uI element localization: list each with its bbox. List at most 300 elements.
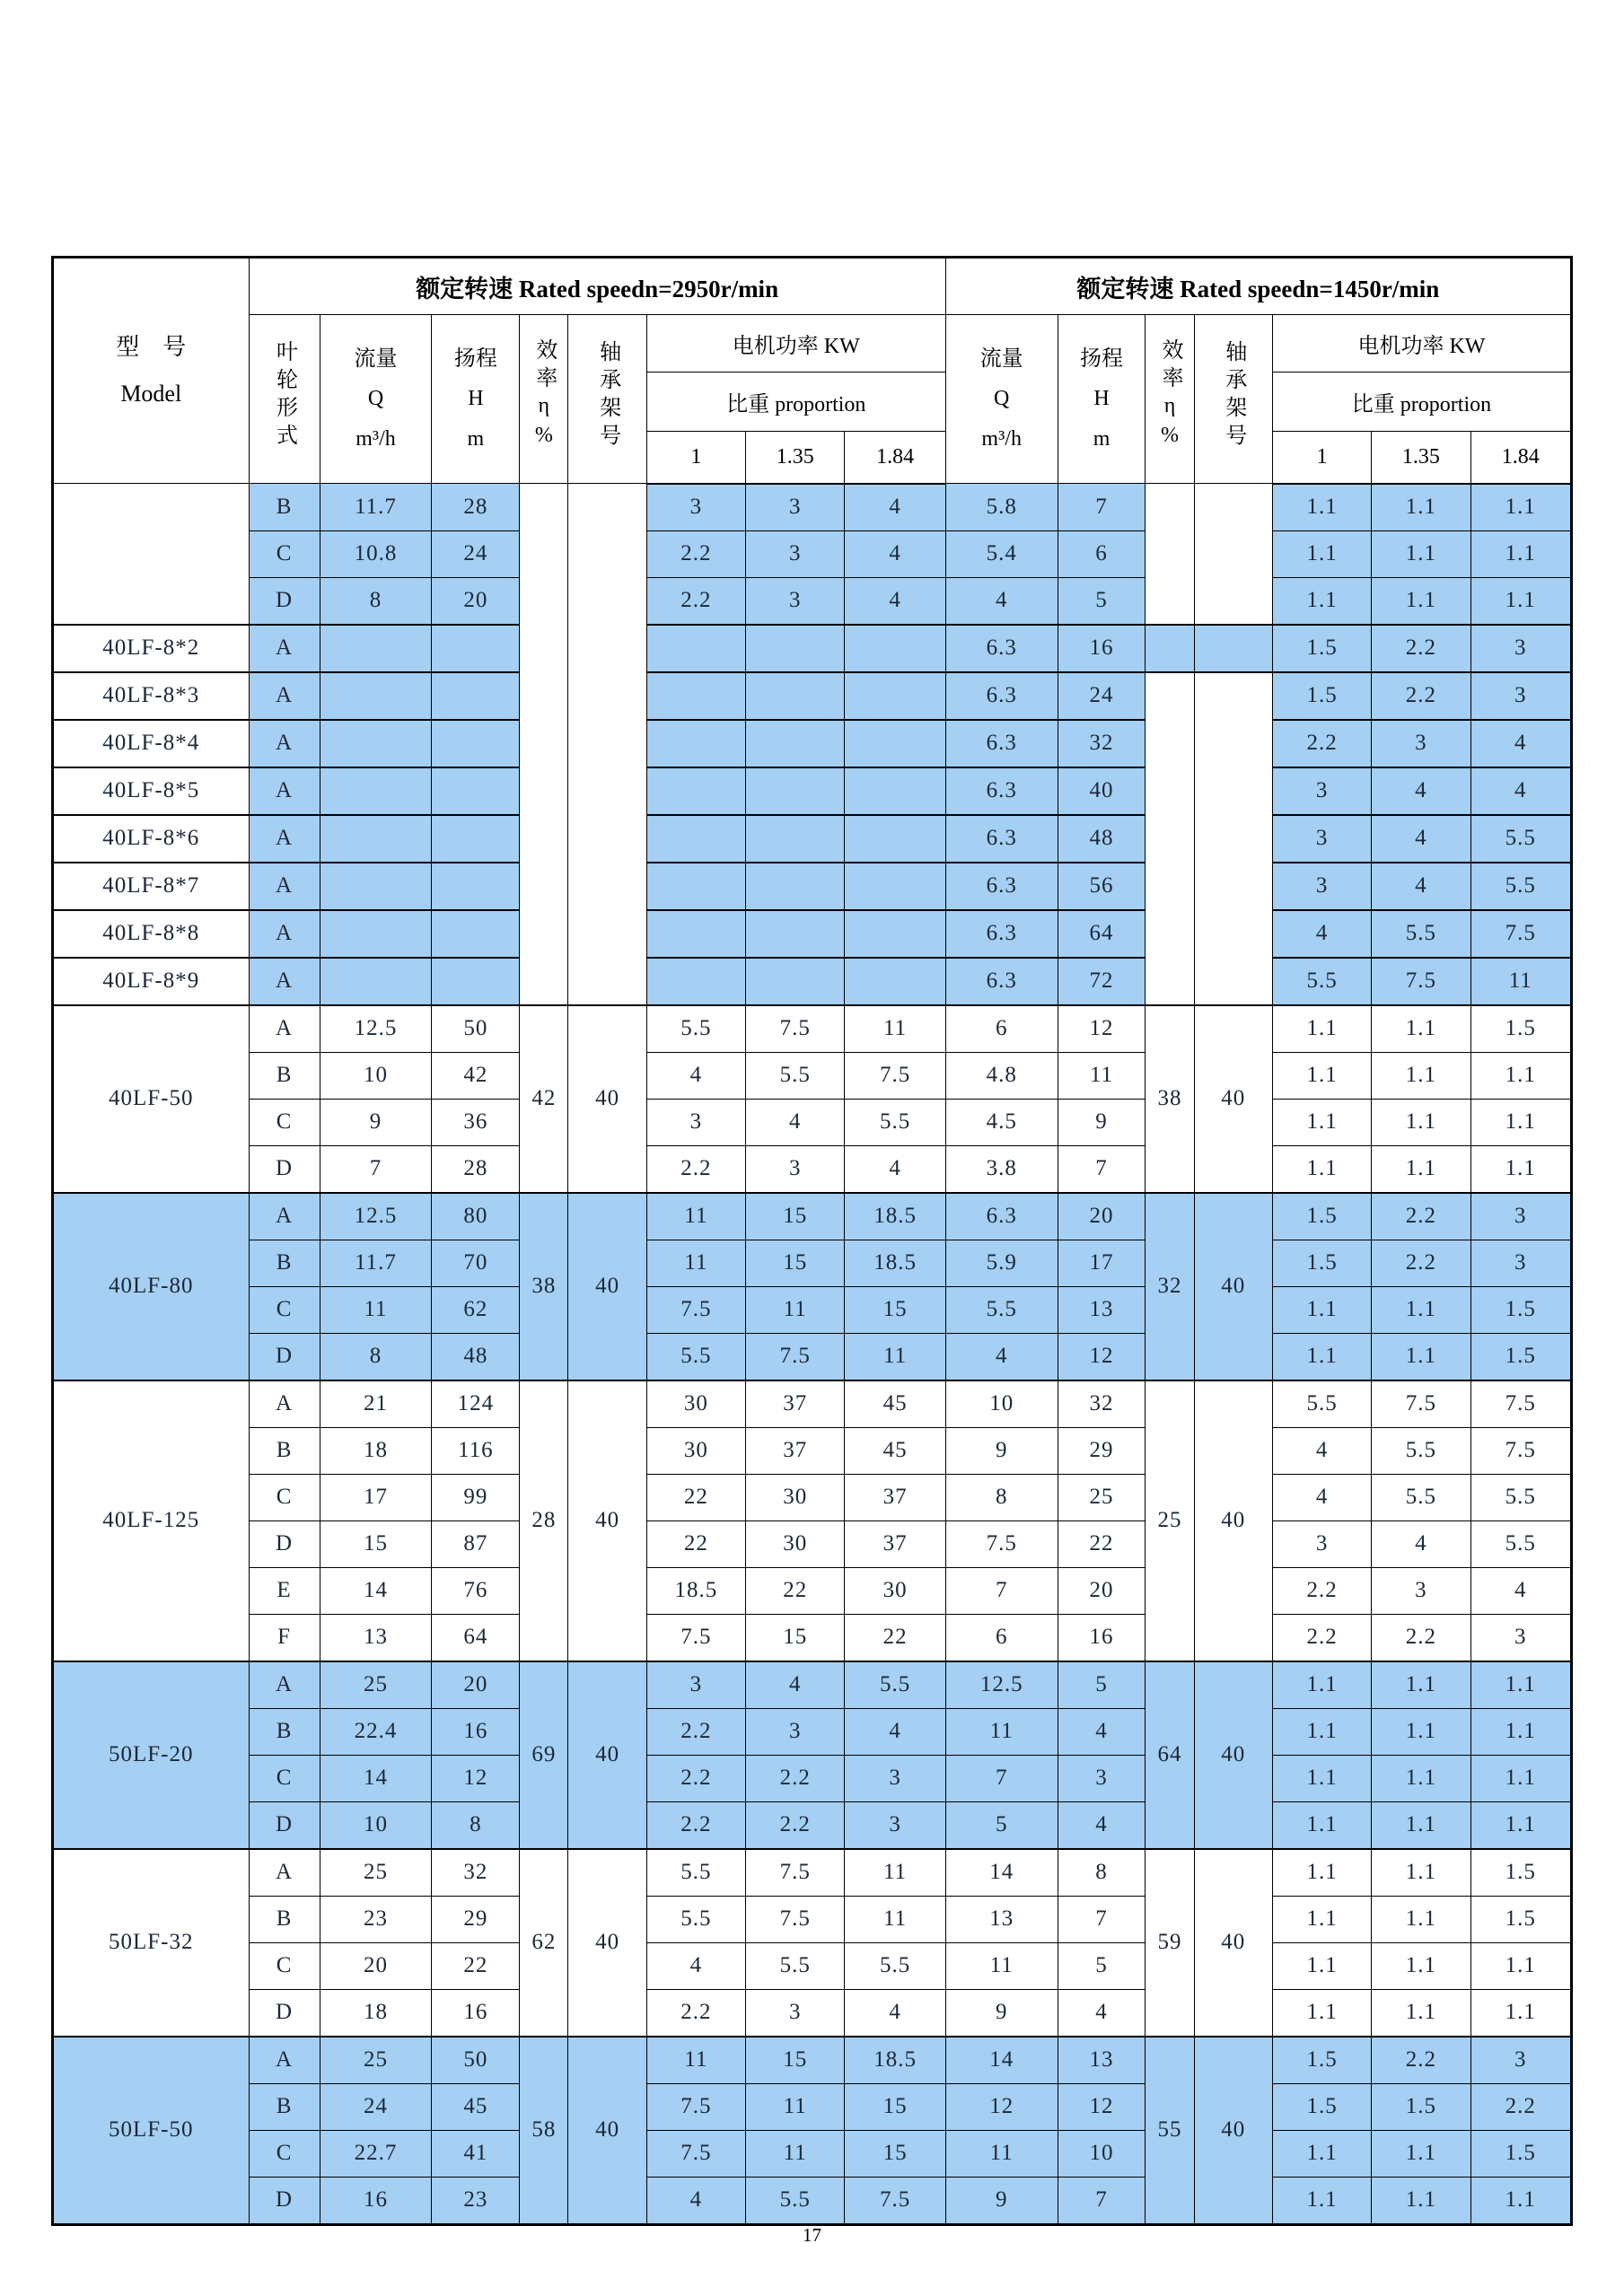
power-ratio135-cell-2950: 4 [746, 1661, 845, 1709]
table-row [53, 625, 1572, 672]
table-row [53, 2177, 1572, 2224]
power-ratio184-cell-1450: 1.1 [1470, 1801, 1571, 1849]
head-cell-1450: 5 [1058, 1942, 1146, 1989]
power-ratio1-cell-2950: 5.5 [646, 1896, 745, 1942]
impeller-cell: B [249, 1896, 320, 1942]
table-row [53, 2130, 1572, 2177]
power-ratio135-cell-2950: 4 [746, 1099, 845, 1145]
power-ratio184-cell-2950: 5.5 [845, 1099, 945, 1145]
head-cell-2950 [432, 625, 520, 672]
impeller-cell: D [249, 577, 320, 625]
impeller-cell: A [249, 767, 320, 815]
flow-cell-2950: 7 [320, 1145, 432, 1193]
flow-cell-2950: 22.4 [320, 1708, 432, 1755]
flow-cell-2950: 10 [320, 1801, 432, 1849]
power-ratio135-cell-1450: 2.2 [1372, 1614, 1470, 1661]
bearing-column-header-1450: 轴承架号 [1194, 315, 1272, 484]
power-ratio135-cell-1450: 2.2 [1372, 1193, 1470, 1240]
power-ratio1-cell-2950: 7.5 [646, 2083, 745, 2130]
impeller-cell: C [249, 530, 320, 577]
power-ratio1-cell-1450: 1.1 [1272, 1801, 1371, 1849]
power-ratio1-cell-2950: 2.2 [646, 1801, 745, 1849]
head-cell-1450: 56 [1058, 863, 1146, 910]
power-ratio184-cell-2950: 11 [845, 1896, 945, 1942]
power-ratio1-cell-1450: 5.5 [1272, 1380, 1371, 1428]
head-cell-1450: 20 [1058, 1567, 1146, 1614]
flow-cell-2950: 8 [320, 577, 432, 625]
flow-cell-2950 [320, 625, 432, 672]
power-ratio184-cell-2950: 4 [845, 1989, 945, 2037]
table-row [53, 1942, 1572, 1989]
head-cell-1450: 6 [1058, 530, 1146, 577]
head-cell-1450: 4 [1058, 1989, 1146, 2037]
head-cell-2950: 28 [432, 1145, 520, 1193]
power-ratio184-cell-2950: 4 [845, 530, 945, 577]
table-body [53, 484, 1572, 2225]
flow-cell-1450: 8 [945, 1474, 1058, 1520]
power-ratio135-cell-2950 [746, 767, 845, 815]
power-ratio184-cell-2950 [845, 625, 945, 672]
head-cell-2950: 36 [432, 1099, 520, 1145]
flow-cell-2950: 23 [320, 1896, 432, 1942]
bearing-frame-cell-1450 [1194, 484, 1272, 625]
power-ratio135-cell-1450: 4 [1372, 1520, 1470, 1567]
flow-cell-2950: 11 [320, 1286, 432, 1333]
head-cell-1450: 5 [1058, 1661, 1146, 1709]
flow-cell-2950: 22.7 [320, 2130, 432, 2177]
power-ratio135-cell-1450: 7.5 [1372, 1380, 1470, 1428]
power-ratio135-cell-1450: 1.1 [1372, 484, 1470, 531]
power-ratio1-cell-2950: 2.2 [646, 1708, 745, 1755]
efficiency-cell-1450: 32 [1146, 1193, 1194, 1380]
model-cell: 50LF-50 [53, 2037, 250, 2225]
table-row [53, 767, 1572, 815]
power-ratio184-cell-2950 [845, 767, 945, 815]
power-ratio184-cell-1450: 5.5 [1470, 815, 1571, 863]
power-ratio135-cell-2950: 11 [746, 2083, 845, 2130]
head-column-header-1450: 扬程 H m [1058, 315, 1146, 484]
power-ratio184-cell-1450: 1.1 [1470, 530, 1571, 577]
head-cell-1450: 13 [1058, 1286, 1146, 1333]
flow-column-header-2950: 流量 Q m³/h [320, 315, 432, 484]
head-cell-1450: 22 [1058, 1520, 1146, 1567]
power-ratio1-cell-1450: 3 [1272, 815, 1371, 863]
impeller-cell: A [249, 958, 320, 1005]
table-row [53, 484, 1572, 531]
head-cell-2950 [432, 815, 520, 863]
efficiency-cell-1450: 38 [1146, 1005, 1194, 1193]
power-ratio1-cell-1450: 1.1 [1272, 1005, 1371, 1053]
head-cell-2950: 22 [432, 1942, 520, 1989]
flow-cell-2950 [320, 910, 432, 958]
flow-cell-1450: 13 [945, 1896, 1058, 1942]
head-cell-2950: 16 [432, 1989, 520, 2037]
power-ratio1-cell-1450: 1.1 [1272, 1942, 1371, 1989]
flow-cell-2950: 24 [320, 2083, 432, 2130]
power-ratio135-cell-1450: 1.1 [1372, 1286, 1470, 1333]
power-ratio184-cell-1450: 1.5 [1470, 1896, 1571, 1942]
flow-cell-2950: 13 [320, 1614, 432, 1661]
head-cell-1450: 8 [1058, 1849, 1146, 1897]
power-ratio135-cell-2950 [746, 910, 845, 958]
power-ratio1-cell-1450: 1.1 [1272, 1145, 1371, 1193]
power-ratio1-cell-2950 [646, 863, 745, 910]
head-cell-2950 [432, 863, 520, 910]
model-cell: 50LF-32 [53, 1849, 250, 2037]
power-ratio135-cell-2950: 2.2 [746, 1801, 845, 1849]
head-column-header-2950: 扬程 H m [432, 315, 520, 484]
ratio-135-header-2950: 1.35 [746, 432, 845, 484]
power-ratio184-cell-1450: 7.5 [1470, 1380, 1571, 1428]
head-cell-2950: 80 [432, 1193, 520, 1240]
power-ratio135-cell-2950: 30 [746, 1474, 845, 1520]
flow-cell-1450: 4.8 [945, 1052, 1058, 1099]
power-ratio135-cell-2950: 3 [746, 484, 845, 531]
power-ratio184-cell-2950: 22 [845, 1614, 945, 1661]
table-row [53, 1052, 1572, 1099]
power-ratio1-cell-2950: 3 [646, 484, 745, 531]
power-ratio184-cell-1450: 4 [1470, 1567, 1571, 1614]
power-ratio1-cell-2950: 2.2 [646, 577, 745, 625]
power-ratio184-cell-2950: 11 [845, 1005, 945, 1053]
table-row [53, 1708, 1572, 1755]
head-cell-2950 [432, 672, 520, 720]
power-ratio1-cell-1450: 1.1 [1272, 530, 1371, 577]
power-ratio135-cell-1450: 1.1 [1372, 530, 1470, 577]
power-ratio1-cell-2950: 2.2 [646, 530, 745, 577]
power-ratio184-cell-1450: 1.1 [1470, 484, 1571, 531]
flow-cell-1450: 9 [945, 1989, 1058, 2037]
power-ratio1-cell-2950: 30 [646, 1380, 745, 1428]
power-ratio1-cell-2950: 11 [646, 2037, 745, 2084]
power-ratio1-cell-2950: 2.2 [646, 1755, 745, 1801]
ratio-1-header-1450: 1 [1272, 432, 1371, 484]
efficiency-cell-2950: 38 [520, 1193, 568, 1380]
power-ratio135-cell-1450: 1.1 [1372, 1099, 1470, 1145]
power-ratio135-cell-2950: 7.5 [746, 1896, 845, 1942]
power-ratio184-cell-1450: 11 [1470, 958, 1571, 1005]
power-ratio184-cell-1450: 1.5 [1470, 2130, 1571, 2177]
power-ratio1-cell-1450: 1.1 [1272, 2130, 1371, 2177]
impeller-cell: F [249, 1614, 320, 1661]
power-ratio1-cell-2950 [646, 958, 745, 1005]
power-ratio184-cell-2950: 18.5 [845, 2037, 945, 2084]
impeller-cell: D [249, 1520, 320, 1567]
flow-cell-2950: 12.5 [320, 1005, 432, 1053]
flow-cell-1450: 5.5 [945, 1286, 1058, 1333]
power-ratio184-cell-2950: 11 [845, 1333, 945, 1380]
power-ratio135-cell-2950: 5.5 [746, 1942, 845, 1989]
head-cell-2950: 64 [432, 1614, 520, 1661]
power-ratio135-cell-1450: 1.1 [1372, 1849, 1470, 1897]
flow-cell-1450: 6.3 [945, 767, 1058, 815]
efficiency-cell-1450 [1146, 672, 1194, 1005]
rated-speed-2950-header: 额定转速 Rated speedn=2950r/min [249, 258, 945, 315]
model-cell: 40LF-50 [53, 1005, 250, 1193]
head-cell-2950: 29 [432, 1896, 520, 1942]
power-ratio135-cell-1450: 1.1 [1372, 1942, 1470, 1989]
impeller-cell: A [249, 720, 320, 767]
head-cell-2950 [432, 910, 520, 958]
head-cell-1450: 64 [1058, 910, 1146, 958]
power-ratio1-cell-2950: 4 [646, 1052, 745, 1099]
table-row [53, 1427, 1572, 1474]
head-cell-1450: 7 [1058, 1896, 1146, 1942]
flow-cell-1450: 6.3 [945, 625, 1058, 672]
power-ratio184-cell-1450: 3 [1470, 2037, 1571, 2084]
impeller-cell: A [249, 1661, 320, 1709]
head-cell-1450: 7 [1058, 484, 1146, 531]
flow-cell-1450: 7 [945, 1567, 1058, 1614]
page-number: 17 [803, 2224, 821, 2246]
power-ratio1-cell-1450: 1.1 [1272, 1849, 1371, 1897]
power-ratio1-cell-1450: 4 [1272, 1474, 1371, 1520]
head-cell-1450: 29 [1058, 1427, 1146, 1474]
flow-cell-1450: 5.9 [945, 1240, 1058, 1286]
flow-cell-2950: 9 [320, 1099, 432, 1145]
table-row [53, 530, 1572, 577]
efficiency-cell-1450 [1146, 625, 1194, 672]
flow-cell-1450: 5 [945, 1801, 1058, 1849]
ratio-1-header-2950: 1 [646, 432, 745, 484]
flow-cell-1450: 6 [945, 1614, 1058, 1661]
head-cell-2950: 8 [432, 1801, 520, 1849]
flow-cell-1450: 5.4 [945, 530, 1058, 577]
power-ratio184-cell-2950 [845, 863, 945, 910]
power-ratio1-cell-2950: 4 [646, 2177, 745, 2224]
table-row [53, 958, 1572, 1005]
model-cell: 40LF-80 [53, 1193, 250, 1380]
flow-cell-1450: 7 [945, 1755, 1058, 1801]
power-ratio1-cell-2950 [646, 767, 745, 815]
impeller-cell: C [249, 2130, 320, 2177]
head-cell-1450: 12 [1058, 1333, 1146, 1380]
impeller-cell: B [249, 1427, 320, 1474]
efficiency-cell-1450: 59 [1146, 1849, 1194, 2037]
flow-cell-1450: 6.3 [945, 910, 1058, 958]
power-ratio1-cell-2950: 7.5 [646, 1286, 745, 1333]
power-ratio135-cell-1450: 5.5 [1372, 1474, 1470, 1520]
power-ratio184-cell-2950: 15 [845, 2083, 945, 2130]
head-cell-2950: 99 [432, 1474, 520, 1520]
impeller-cell: A [249, 863, 320, 910]
power-ratio184-cell-1450: 4 [1470, 720, 1571, 767]
head-cell-2950 [432, 720, 520, 767]
head-cell-1450: 32 [1058, 720, 1146, 767]
impeller-cell: B [249, 484, 320, 531]
power-ratio1-cell-1450: 1.1 [1272, 1052, 1371, 1099]
head-cell-2950: 116 [432, 1427, 520, 1474]
power-ratio184-cell-1450: 3 [1470, 625, 1571, 672]
impeller-cell: D [249, 1989, 320, 2037]
bearing-column-header-2950: 轴承架号 [568, 315, 646, 484]
power-ratio1-cell-2950 [646, 672, 745, 720]
power-ratio1-cell-1450: 1.1 [1272, 1661, 1371, 1709]
impeller-cell: C [249, 1474, 320, 1520]
head-cell-2950: 16 [432, 1708, 520, 1755]
power-ratio184-cell-2950: 11 [845, 1849, 945, 1897]
efficiency-cell-2950: 62 [520, 1849, 568, 2037]
bearing-frame-cell-2950: 40 [568, 1005, 646, 1193]
head-cell-2950 [432, 767, 520, 815]
head-cell-2950: 28 [432, 484, 520, 531]
head-cell-2950: 50 [432, 1005, 520, 1053]
power-ratio184-cell-2950: 3 [845, 1801, 945, 1849]
power-ratio135-cell-1450: 1.1 [1372, 1708, 1470, 1755]
power-ratio135-cell-1450: 1.1 [1372, 1661, 1470, 1709]
flow-cell-1450: 5.8 [945, 484, 1058, 531]
power-ratio184-cell-1450: 1.5 [1470, 1333, 1571, 1380]
power-ratio184-cell-2950 [845, 720, 945, 767]
power-ratio135-cell-1450: 4 [1372, 863, 1470, 910]
power-ratio184-cell-2950: 18.5 [845, 1193, 945, 1240]
power-ratio184-cell-1450: 5.5 [1470, 863, 1571, 910]
model-cell [53, 484, 250, 625]
power-ratio184-cell-2950: 7.5 [845, 2177, 945, 2224]
power-ratio135-cell-1450: 2.2 [1372, 625, 1470, 672]
power-ratio184-cell-1450: 1.1 [1470, 1145, 1571, 1193]
head-cell-1450: 4 [1058, 1708, 1146, 1755]
power-ratio135-cell-1450: 1.1 [1372, 2177, 1470, 2224]
head-cell-1450: 7 [1058, 2177, 1146, 2224]
model-cell: 50LF-20 [53, 1661, 250, 1849]
power-ratio135-cell-2950: 15 [746, 2037, 845, 2084]
efficiency-cell-2950 [520, 484, 568, 1005]
power-ratio1-cell-1450: 1.1 [1272, 1286, 1371, 1333]
power-ratio135-cell-2950: 2.2 [746, 1755, 845, 1801]
power-ratio135-cell-1450: 3 [1372, 1567, 1470, 1614]
power-ratio1-cell-2950: 5.5 [646, 1005, 745, 1053]
bearing-frame-cell-2950: 40 [568, 1193, 646, 1380]
power-ratio135-cell-2950: 3 [746, 577, 845, 625]
head-cell-1450: 4 [1058, 1801, 1146, 1849]
model-label-en: Model [120, 381, 182, 407]
power-ratio184-cell-2950: 37 [845, 1474, 945, 1520]
power-ratio135-cell-1450: 2.2 [1372, 2037, 1470, 2084]
power-ratio1-cell-2950: 11 [646, 1240, 745, 1286]
power-ratio135-cell-2950 [746, 625, 845, 672]
efficiency-cell-2950: 69 [520, 1661, 568, 1849]
power-ratio184-cell-2950: 4 [845, 1145, 945, 1193]
power-ratio184-cell-1450: 1.1 [1470, 1661, 1571, 1709]
head-cell-2950: 20 [432, 577, 520, 625]
table-row [53, 1474, 1572, 1520]
power-ratio135-cell-2950: 15 [746, 1193, 845, 1240]
power-ratio1-cell-1450: 1.5 [1272, 672, 1371, 720]
power-ratio184-cell-1450: 1.1 [1470, 1942, 1571, 1989]
power-ratio1-cell-2950: 22 [646, 1520, 745, 1567]
flow-cell-1450: 11 [945, 1708, 1058, 1755]
table-row [53, 863, 1572, 910]
flow-cell-1450: 9 [945, 2177, 1058, 2224]
head-cell-2950: 87 [432, 1520, 520, 1567]
flow-cell-2950: 21 [320, 1380, 432, 1428]
flow-cell-1450: 11 [945, 2130, 1058, 2177]
power-ratio184-cell-2950: 37 [845, 1520, 945, 1567]
power-ratio135-cell-1450: 1.1 [1372, 577, 1470, 625]
power-ratio135-cell-2950: 22 [746, 1567, 845, 1614]
power-ratio184-cell-2950 [845, 910, 945, 958]
model-label-cn: 型 号 [116, 334, 187, 360]
power-ratio184-cell-1450: 1.1 [1470, 2177, 1571, 2224]
model-cell: 40LF-8*6 [53, 815, 250, 863]
bearing-frame-cell-1450: 40 [1194, 1380, 1272, 1661]
flow-cell-1450: 6 [945, 1005, 1058, 1053]
head-cell-2950: 48 [432, 1333, 520, 1380]
head-cell-1450: 3 [1058, 1755, 1146, 1801]
efficiency-cell-2950: 58 [520, 2037, 568, 2225]
power-ratio1-cell-1450: 1.1 [1272, 1755, 1371, 1801]
flow-cell-2950: 11.7 [320, 1240, 432, 1286]
impeller-cell: A [249, 2037, 320, 2084]
flow-cell-1450: 6.3 [945, 1193, 1058, 1240]
head-cell-2950: 50 [432, 2037, 520, 2084]
power-ratio135-cell-1450: 1.5 [1372, 2083, 1470, 2130]
power-ratio135-cell-2950: 3 [746, 1145, 845, 1193]
flow-cell-2950: 17 [320, 1474, 432, 1520]
power-ratio135-cell-2950: 3 [746, 530, 845, 577]
table-row [53, 672, 1572, 720]
flow-cell-1450: 10 [945, 1380, 1058, 1428]
head-cell-1450: 12 [1058, 1005, 1146, 1053]
impeller-cell: A [249, 910, 320, 958]
power-ratio184-cell-1450: 3 [1470, 1614, 1571, 1661]
power-ratio184-cell-2950 [845, 672, 945, 720]
power-ratio184-cell-1450: 2.2 [1470, 2083, 1571, 2130]
power-ratio1-cell-1450: 1.1 [1272, 577, 1371, 625]
head-cell-2950: 20 [432, 1661, 520, 1709]
pump-spec-table [51, 256, 1573, 2226]
power-ratio1-cell-1450: 3 [1272, 767, 1371, 815]
impeller-cell: E [249, 1567, 320, 1614]
head-cell-2950: 24 [432, 530, 520, 577]
ratio-135-header-1450: 1.35 [1372, 432, 1470, 484]
efficiency-cell-1450 [1146, 484, 1194, 625]
power-ratio1-cell-2950: 3 [646, 1099, 745, 1145]
power-ratio1-cell-2950: 4 [646, 1942, 745, 1989]
impeller-cell: B [249, 1052, 320, 1099]
power-ratio1-cell-2950: 5.5 [646, 1849, 745, 1897]
head-cell-1450: 20 [1058, 1193, 1146, 1240]
impeller-cell: A [249, 625, 320, 672]
table-row [53, 1896, 1572, 1942]
table-row [53, 1801, 1572, 1849]
bearing-frame-cell-2950: 40 [568, 1380, 646, 1661]
flow-cell-2950: 14 [320, 1567, 432, 1614]
efficiency-cell-1450: 25 [1146, 1380, 1194, 1661]
power-ratio135-cell-1450: 5.5 [1372, 1427, 1470, 1474]
power-ratio1-cell-1450: 4 [1272, 1427, 1371, 1474]
flow-cell-1450: 6.3 [945, 815, 1058, 863]
table-row [53, 1849, 1572, 1897]
bearing-frame-cell-1450 [1194, 672, 1272, 1005]
impeller-cell: A [249, 1849, 320, 1897]
power-ratio135-cell-2950: 37 [746, 1427, 845, 1474]
head-cell-1450: 12 [1058, 2083, 1146, 2130]
power-ratio135-cell-2950 [746, 672, 845, 720]
power-ratio184-cell-1450: 7.5 [1470, 910, 1571, 958]
power-ratio135-cell-1450: 1.1 [1372, 1005, 1470, 1053]
head-cell-1450: 72 [1058, 958, 1146, 1005]
power-ratio184-cell-2950: 4 [845, 577, 945, 625]
flow-cell-2950 [320, 767, 432, 815]
impeller-cell: A [249, 815, 320, 863]
power-ratio135-cell-1450: 1.1 [1372, 2130, 1470, 2177]
flow-cell-1450: 4 [945, 577, 1058, 625]
power-ratio184-cell-1450: 1.1 [1470, 1052, 1571, 1099]
table-row [53, 1520, 1572, 1567]
power-ratio184-cell-2950: 4 [845, 1708, 945, 1755]
